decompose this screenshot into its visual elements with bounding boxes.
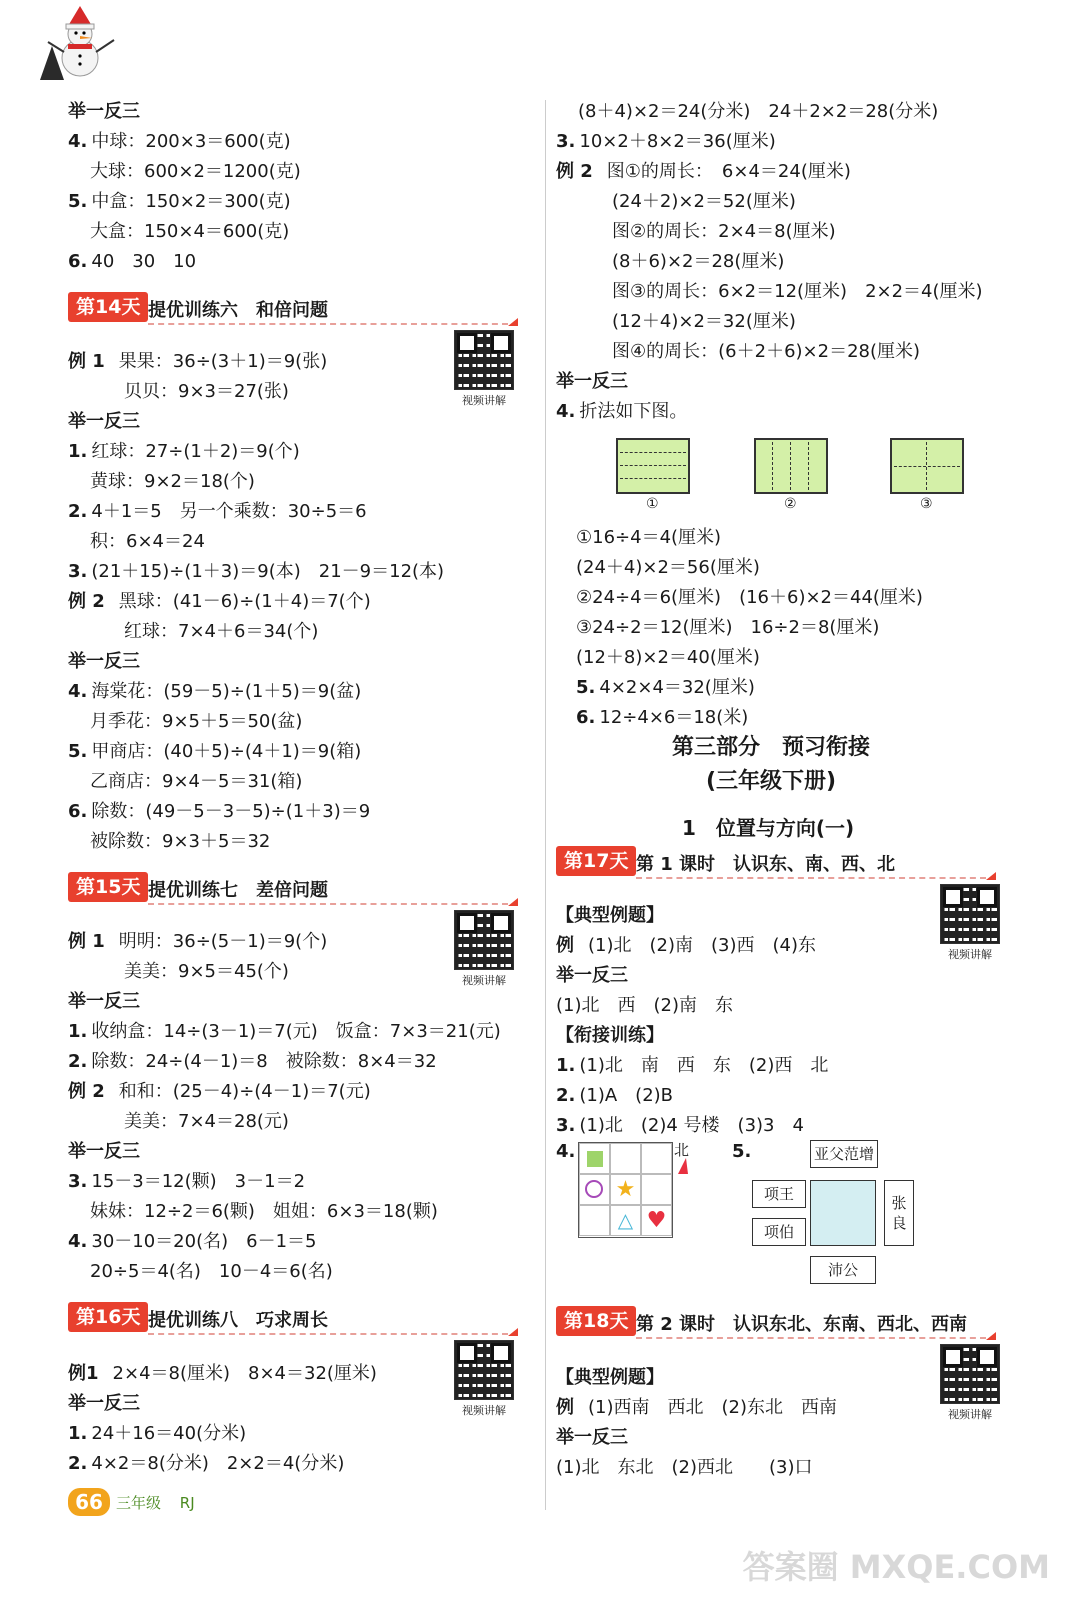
qr-caption: 视频讲解 xyxy=(462,1404,506,1417)
answer-text: 红球：7×4＋6＝34(个) xyxy=(124,621,319,642)
answer-line xyxy=(68,1020,501,1044)
answer-text: 举一反三 xyxy=(556,965,628,986)
answer-text: 除数：(49－5－3－5)÷(1＋3)＝9 xyxy=(91,801,371,822)
day-badge: 第17天 xyxy=(556,846,636,876)
answer-text: 4×2×4＝32(厘米) xyxy=(599,677,755,698)
section-label xyxy=(556,1426,628,1450)
section-label xyxy=(556,964,628,988)
day-badge: 第14天 xyxy=(68,292,148,322)
box-yafu-fanzeng: 亚父范增 xyxy=(810,1140,878,1168)
item-number: 2. xyxy=(68,501,88,522)
answer-text: (1)北 南 西 东 (2)西 北 xyxy=(579,1055,829,1076)
footer-grade xyxy=(116,1492,195,1513)
answer-text: 举一反三 xyxy=(68,651,140,672)
item-number: 例 xyxy=(556,1397,574,1418)
north-label: 北 xyxy=(674,1141,690,1159)
item-number: 例 2 xyxy=(556,161,593,182)
answer-text: ③24÷2＝12(厘米) 16÷2＝8(厘米) xyxy=(576,617,880,638)
day16-header xyxy=(68,1302,518,1334)
page-number: 66 xyxy=(68,1488,110,1516)
answer-continuation xyxy=(612,280,983,304)
snowman-icon xyxy=(38,6,118,82)
unit-title: 1 位置与方向(一) xyxy=(682,816,855,840)
answer-line xyxy=(556,934,816,958)
answer-text: 2×4＝8(厘米) 8×4＝32(厘米) xyxy=(112,1363,377,1384)
north-arrow-icon xyxy=(676,1156,690,1176)
answer-text: 折法如下图。 xyxy=(579,401,688,422)
day17-header xyxy=(556,846,1016,878)
answer-text: 图③的周长：6×2＝12(厘米) 2×2＝4(厘米) xyxy=(612,281,983,302)
answer-text: 举一反三 xyxy=(556,371,628,392)
triangle-icon: △ xyxy=(610,1205,641,1236)
answer-line xyxy=(68,1422,246,1446)
qr-code-icon xyxy=(454,910,514,970)
item-number: 例1 xyxy=(68,1363,99,1384)
answer-line xyxy=(68,1362,377,1386)
answer-text: 月季花：9×5＋5＝50(盆) xyxy=(90,711,303,732)
item-number: 4. xyxy=(68,131,88,152)
answer-text: 【典型例题】 xyxy=(556,905,664,926)
answer-text: 举一反三 xyxy=(68,411,140,432)
answer-text: (8＋6)×2＝28(厘米) xyxy=(612,251,785,272)
star-icon: ★ xyxy=(610,1174,641,1205)
part-subtitle: (三年级下册) xyxy=(706,769,837,794)
triangle-mark xyxy=(508,1328,518,1336)
day15-header xyxy=(68,872,518,904)
fold-diagram-1 xyxy=(616,438,690,494)
answer-continuation xyxy=(90,830,270,854)
watermark: 答案圈 MXQE.COM xyxy=(742,1548,1050,1586)
answer-text: (21＋15)÷(1＋3)＝9(本) 21－9＝12(本) xyxy=(91,561,445,582)
section-label xyxy=(68,410,140,434)
answer-text: 海棠花：(59－5)÷(1＋5)＝9(盆) xyxy=(91,681,362,702)
answer-line xyxy=(68,500,367,524)
answer-text: (1)北 (2)4 号楼 (3)3 4 xyxy=(579,1115,804,1136)
answer-continuation xyxy=(90,220,289,244)
answer-text: 红球：27÷(1＋2)＝9(个) xyxy=(91,441,300,462)
day-title: 第 1 课时 认识东、南、西、北 xyxy=(636,854,896,875)
item-number: 1. xyxy=(68,1423,88,1444)
answer-continuation xyxy=(556,994,733,1018)
answer-text: 【典型例题】 xyxy=(556,1367,664,1388)
answer-line xyxy=(556,1396,837,1420)
item-number: 3. xyxy=(68,1171,88,1192)
answer-line xyxy=(68,740,361,764)
day14-header xyxy=(68,292,518,324)
section-label xyxy=(68,650,140,674)
item-number: 例 xyxy=(556,935,574,956)
answer-text: 图①的周长： 6×4＝24(厘米) xyxy=(606,161,851,182)
box-xiangbo: 项伯 xyxy=(752,1218,806,1246)
answer-line xyxy=(68,590,371,614)
section-label xyxy=(556,1024,664,1048)
fold-label: ① xyxy=(646,496,659,512)
day-title: 第 2 课时 认识东北、东南、西北、西南 xyxy=(636,1314,968,1335)
answer-line xyxy=(68,1080,371,1104)
answer-line xyxy=(576,676,755,700)
qr-code-icon xyxy=(454,330,514,390)
day-title: 提优训练八 巧求周长 xyxy=(148,1310,328,1331)
answer-text: (1)北 东北 (2)西北 (3)口 xyxy=(556,1457,813,1478)
triangle-mark xyxy=(508,898,518,906)
item-number: 例 2 xyxy=(68,591,105,612)
fold-label: ② xyxy=(784,496,797,512)
answer-continuation xyxy=(612,190,796,214)
dashed-line xyxy=(148,1333,508,1335)
answer-continuation xyxy=(576,586,923,610)
dashed-line xyxy=(148,323,508,325)
answer-line xyxy=(68,1452,344,1476)
item-number: 例 2 xyxy=(68,1081,105,1102)
answer-text: (24＋4)×2＝56(厘米) xyxy=(576,557,760,578)
item-number: 2. xyxy=(68,1453,88,1474)
answer-continuation xyxy=(90,1260,333,1284)
item-number: 3. xyxy=(556,131,576,152)
answer-text: 15－3＝12(颗) 3－1＝2 xyxy=(91,1171,306,1192)
item-number: 3. xyxy=(68,561,88,582)
answer-text: 30－10＝20(名) 6－1＝5 xyxy=(91,1231,317,1252)
box-peigong: 沛公 xyxy=(810,1256,876,1284)
grid-cell xyxy=(579,1205,610,1236)
item-number: 5. xyxy=(68,741,88,762)
answer-text: 举一反三 xyxy=(68,991,140,1012)
direction-grid xyxy=(578,1142,673,1238)
answer-text: 中球：200×3＝600(克) xyxy=(91,131,291,152)
answer-continuation xyxy=(576,526,721,550)
circle-icon xyxy=(585,1180,603,1198)
answer-line xyxy=(68,130,291,154)
triangle-mark xyxy=(986,872,996,880)
heart-icon: ♥ xyxy=(641,1205,672,1236)
answer-continuation xyxy=(90,470,255,494)
item-number: 6. xyxy=(576,707,596,728)
answer-text: 美美：9×5＝45(个) xyxy=(124,961,289,982)
answer-text: 【衔接训练】 xyxy=(556,1025,664,1046)
answer-line xyxy=(68,1050,437,1074)
grid-cell xyxy=(610,1143,641,1174)
answer-continuation xyxy=(90,710,302,734)
item-number: 1. xyxy=(68,441,88,462)
section-label xyxy=(556,1366,664,1390)
item-number: 1. xyxy=(68,1021,88,1042)
item-number: 5. xyxy=(68,191,88,212)
section-label xyxy=(556,904,664,928)
answer-text: (1)A (2)B xyxy=(579,1085,674,1106)
answer-line xyxy=(556,1054,828,1078)
qr-caption: 视频讲解 xyxy=(462,974,506,987)
answer-text: 10×2＋8×2＝36(厘米) xyxy=(579,131,776,152)
section-label xyxy=(68,990,140,1014)
qr-code-day17[interactable] xyxy=(940,884,1000,962)
answer-line xyxy=(68,1170,305,1194)
answer-text: (1)北 (2)南 (3)西 (4)东 xyxy=(588,935,816,956)
answer-line xyxy=(68,1230,317,1254)
answer-text: 举一反三 xyxy=(68,1393,140,1414)
center-square xyxy=(810,1180,876,1246)
item-number: 4. xyxy=(68,681,88,702)
answer-line xyxy=(556,160,851,184)
answer-continuation xyxy=(556,1456,813,1480)
answer-text: 举一反三 xyxy=(68,101,140,122)
answer-text: (1)北 西 (2)南 东 xyxy=(556,995,733,1016)
answer-line xyxy=(68,680,361,704)
answer-text: 4×2＝8(分米) 2×2＝4(分米) xyxy=(91,1453,345,1474)
answer-text: (12＋8)×2＝40(厘米) xyxy=(576,647,760,668)
answer-continuation xyxy=(90,160,301,184)
grid-cell xyxy=(579,1143,610,1174)
fold-diagram-3 xyxy=(890,438,964,494)
answer-text: 被除数：9×3＋5＝32 xyxy=(90,831,271,852)
answer-text: ②24÷4＝6(厘米) (16＋6)×2＝44(厘米) xyxy=(576,587,923,608)
answer-continuation xyxy=(576,616,879,640)
item-number: 2. xyxy=(556,1085,576,1106)
fold-label: ③ xyxy=(920,496,933,512)
day-title: 提优训练七 差倍问题 xyxy=(148,880,328,901)
day-title: 提优训练六 和倍问题 xyxy=(148,300,328,321)
question-5-label: 5. xyxy=(732,1141,752,1162)
answer-continuation xyxy=(612,310,796,334)
answer-text: 24＋16＝40(分米) xyxy=(91,1423,247,1444)
answer-continuation xyxy=(90,530,205,554)
day18-header xyxy=(556,1306,1016,1338)
answer-text: 举一反三 xyxy=(68,1141,140,1162)
item-number: 例 1 xyxy=(68,931,105,952)
answer-text: ①16÷4＝4(厘米) xyxy=(576,527,722,548)
answer-line xyxy=(576,706,748,730)
answer-line xyxy=(556,400,687,424)
answer-continuation xyxy=(124,620,318,644)
answer-text: 乙商店：9×4－5＝31(箱) xyxy=(90,771,303,792)
qr-caption: 视频讲解 xyxy=(948,948,992,961)
item-number: 5. xyxy=(576,677,596,698)
grade-label: 三年级 xyxy=(116,1494,162,1512)
item-number: 6. xyxy=(68,251,88,272)
dashed-line xyxy=(636,1337,986,1339)
answer-line xyxy=(68,930,327,954)
section-label xyxy=(68,1140,140,1164)
section-label xyxy=(68,1392,140,1416)
answer-line xyxy=(68,190,291,214)
answer-continuation xyxy=(612,340,920,364)
section-label xyxy=(68,100,140,124)
green-square-icon xyxy=(587,1151,603,1167)
qr-code-icon xyxy=(940,1344,1000,1404)
section-label xyxy=(556,370,628,394)
answer-text: (8＋4)×2＝24(分米) 24＋2×2＝28(分米) xyxy=(578,101,939,122)
answer-text: 黄球：9×2＝18(个) xyxy=(90,471,255,492)
answer-text: 美美：7×4＝28(元) xyxy=(124,1111,289,1132)
grid-cell xyxy=(579,1174,610,1205)
answer-line xyxy=(68,250,196,274)
answer-line xyxy=(68,800,370,824)
answer-line xyxy=(68,440,300,464)
answer-continuation xyxy=(124,380,289,404)
answer-text: 大盒：150×4＝600(克) xyxy=(90,221,290,242)
answer-continuation xyxy=(124,1110,289,1134)
part-title: 第三部分 预习衔接 xyxy=(672,735,871,760)
qr-code-icon xyxy=(940,884,1000,944)
item-number: 6. xyxy=(68,801,88,822)
item-number: 2. xyxy=(68,1051,88,1072)
question-4-label: 4. xyxy=(556,1141,576,1162)
day-badge: 第18天 xyxy=(556,1306,636,1336)
day-badge: 第16天 xyxy=(68,1302,148,1332)
fold-diagram-2 xyxy=(754,438,828,494)
answer-continuation xyxy=(90,770,302,794)
grid-cell xyxy=(641,1143,672,1174)
qr-caption: 视频讲解 xyxy=(948,1408,992,1421)
answer-text: 收纳盒：14÷(3－1)＝7(元) 饭盒：7×3＝21(元) xyxy=(91,1021,501,1042)
answer-text: 4＋1＝5 另一个乘数：30÷5＝6 xyxy=(91,501,367,522)
qr-code-day16[interactable] xyxy=(454,1340,514,1418)
answer-text: 果果：36÷(3＋1)＝9(张) xyxy=(118,351,328,372)
item-number: 4. xyxy=(68,1231,88,1252)
answer-continuation xyxy=(124,960,289,984)
item-number: 1. xyxy=(556,1055,576,1076)
edition-label: RJ xyxy=(179,1494,195,1512)
answer-text: 40 30 10 xyxy=(91,251,197,272)
qr-code-icon xyxy=(454,1340,514,1400)
answer-text: 大球：600×2＝1200(克) xyxy=(90,161,301,182)
answer-line xyxy=(556,1084,673,1108)
item-number: 3. xyxy=(556,1115,576,1136)
answer-line xyxy=(68,350,327,374)
answer-continuation xyxy=(612,250,784,274)
triangle-mark xyxy=(508,318,518,326)
item-number: 4. xyxy=(556,401,576,422)
answer-text: (12＋4)×2＝32(厘米) xyxy=(612,311,796,332)
answer-text: 甲商店：(40＋5)÷(4＋1)＝9(箱) xyxy=(91,741,362,762)
answer-text: 和和：(25－4)÷(4－1)＝7(元) xyxy=(118,1081,371,1102)
answer-text: 12÷4×6＝18(米) xyxy=(599,707,749,728)
grid-cell xyxy=(641,1174,672,1205)
answer-continuation xyxy=(612,220,836,244)
answer-text: 20÷5＝4(名) 10－4＝6(名) xyxy=(90,1261,333,1282)
answer-continuation xyxy=(578,100,938,124)
answer-text: 黑球：(41－6)÷(1＋4)＝7(个) xyxy=(118,591,371,612)
answer-text: 图④的周长：(6＋2＋6)×2＝28(厘米) xyxy=(612,341,921,362)
box-xiangwang: 项王 xyxy=(752,1180,806,1208)
qr-code-day18[interactable] xyxy=(940,1344,1000,1422)
box-zhangliang: 张良 xyxy=(884,1180,914,1246)
answer-text: 贝贝：9×3＝27(张) xyxy=(124,381,289,402)
answer-text: 积：6×4＝24 xyxy=(90,531,205,552)
answer-line xyxy=(68,560,444,584)
answer-continuation xyxy=(90,1200,438,1224)
triangle-mark xyxy=(986,1332,996,1340)
answer-line xyxy=(556,1114,804,1138)
day-badge: 第15天 xyxy=(68,872,148,902)
answer-text: (1)西南 西北 (2)东北 西南 xyxy=(588,1397,837,1418)
answer-continuation xyxy=(576,556,760,580)
answer-text: (24＋2)×2＝52(厘米) xyxy=(612,191,796,212)
answer-text: 除数：24÷(4－1)＝8 被除数：8×4＝32 xyxy=(91,1051,437,1072)
answer-text: 妹妹：12÷2＝6(颗) 姐姐：6×3＝18(颗) xyxy=(90,1201,438,1222)
answer-text: 中盒：150×2＝300(克) xyxy=(91,191,291,212)
answer-line xyxy=(556,130,776,154)
dashed-line xyxy=(636,877,986,879)
answer-continuation xyxy=(576,646,760,670)
qr-code-day15[interactable] xyxy=(454,910,514,988)
qr-caption: 视频讲解 xyxy=(462,394,506,407)
answer-text: 明明：36÷(5－1)＝9(个) xyxy=(118,931,328,952)
answer-text: 图②的周长：2×4＝8(厘米) xyxy=(612,221,836,242)
answer-text: 举一反三 xyxy=(556,1427,628,1448)
qr-code-day14[interactable] xyxy=(454,330,514,408)
dashed-line xyxy=(148,903,508,905)
item-number: 例 1 xyxy=(68,351,105,372)
column-divider xyxy=(545,100,546,1510)
